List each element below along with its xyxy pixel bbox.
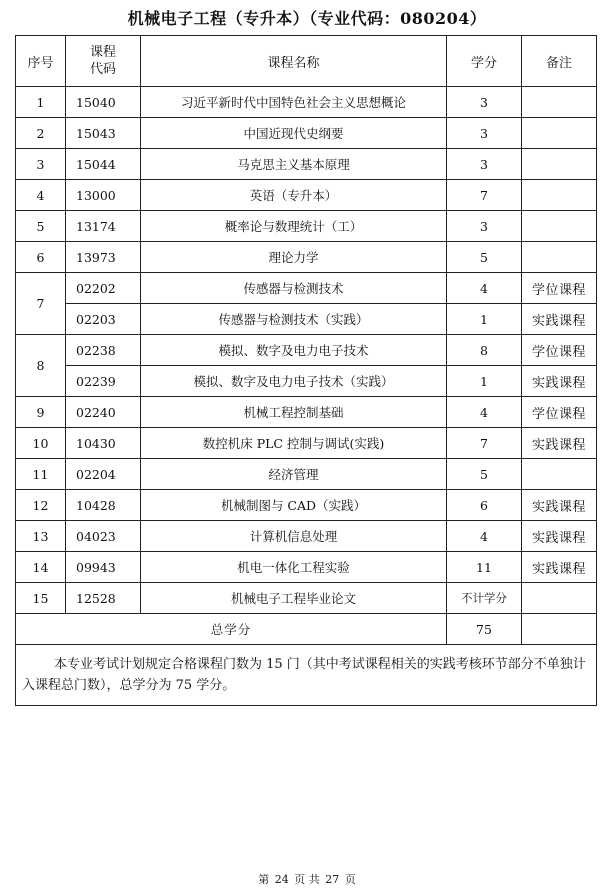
row-note (522, 149, 597, 180)
row-course-name: 英语（专升本） (141, 180, 447, 211)
footnote-row (16, 645, 597, 706)
row-seq: 2 (16, 118, 66, 149)
table-row (16, 273, 597, 304)
row-credit: 1 (447, 366, 522, 397)
row-seq: 13 (16, 521, 66, 552)
total-row (16, 614, 597, 645)
row-seq: 8 (16, 335, 66, 397)
table-row (16, 335, 597, 366)
row-code: 13000 (66, 180, 141, 211)
table-row (16, 397, 597, 428)
row-course-name: 机电一体化工程实验 (141, 552, 447, 583)
row-seq: 11 (16, 459, 66, 490)
row-course-name: 模拟、数字及电力电子技术 (141, 335, 447, 366)
row-course-name: 数控机床 PLC 控制与调试(实践) (141, 428, 447, 459)
footer-total-pages: 27 (325, 873, 340, 886)
table-row (16, 180, 597, 211)
row-course-name: 中国近现代史纲要 (141, 118, 447, 149)
row-seq: 15 (16, 583, 66, 614)
row-seq: 14 (16, 552, 66, 583)
row-course-name: 传感器与检测技术（实践） (141, 304, 447, 335)
row-credit: 3 (447, 118, 522, 149)
row-code: 10430 (66, 428, 141, 459)
row-seq: 4 (16, 180, 66, 211)
row-code: 02239 (66, 366, 141, 397)
header-seq: 序号 (16, 36, 66, 87)
row-code: 02204 (66, 459, 141, 490)
row-code: 02238 (66, 335, 141, 366)
row-note: 实践课程 (522, 490, 597, 521)
row-code: 02203 (66, 304, 141, 335)
row-credit: 11 (447, 552, 522, 583)
row-course-name: 马克思主义基本原理 (141, 149, 447, 180)
row-course-name: 机械制图与 CAD（实践） (141, 490, 447, 521)
row-credit: 4 (447, 273, 522, 304)
row-credit: 5 (447, 459, 522, 490)
row-credit: 3 (447, 149, 522, 180)
header-code-line2: 代码 (89, 62, 116, 77)
footer-page-number: 24 (274, 873, 289, 886)
row-course-name: 习近平新时代中国特色社会主义思想概论 (141, 87, 447, 118)
header-credit: 学分 (447, 36, 522, 87)
table-row (16, 428, 597, 459)
row-course-name: 计算机信息处理 (141, 521, 447, 552)
row-seq: 5 (16, 211, 66, 242)
row-note: 实践课程 (522, 521, 597, 552)
table-row (16, 242, 597, 273)
table-row (16, 211, 597, 242)
row-seq: 1 (16, 87, 66, 118)
table-row (16, 366, 597, 397)
row-seq: 7 (16, 273, 66, 335)
footer-suffix: 页 (344, 873, 356, 886)
row-code: 12528 (66, 583, 141, 614)
row-course-name: 机械工程控制基础 (141, 397, 447, 428)
row-course-name: 经济管理 (141, 459, 447, 490)
page-footer (0, 871, 614, 887)
total-note-empty (522, 614, 597, 645)
row-note (522, 242, 597, 273)
row-note: 学位课程 (522, 397, 597, 428)
table-row (16, 118, 597, 149)
row-note (522, 211, 597, 242)
row-note (522, 180, 597, 211)
table-row (16, 521, 597, 552)
row-code: 02240 (66, 397, 141, 428)
row-seq: 12 (16, 490, 66, 521)
row-course-name: 机械电子工程毕业论文 (141, 583, 447, 614)
row-note: 学位课程 (522, 335, 597, 366)
row-course-name: 概率论与数理统计（工） (141, 211, 447, 242)
row-credit: 8 (447, 335, 522, 366)
row-seq: 9 (16, 397, 66, 428)
row-course-name: 模拟、数字及电力电子技术（实践） (141, 366, 447, 397)
table-row (16, 149, 597, 180)
row-seq: 3 (16, 149, 66, 180)
table-row (16, 583, 597, 614)
total-credits-value: 75 (447, 614, 522, 645)
row-code: 13973 (66, 242, 141, 273)
footer-middle: 页 共 (294, 873, 320, 886)
header-code (66, 36, 141, 87)
header-code-line1: 课程 (89, 45, 116, 60)
row-course-name: 理论力学 (141, 242, 447, 273)
row-note: 实践课程 (522, 366, 597, 397)
row-credit: 不计学分 (447, 583, 522, 614)
footnote-cell (16, 645, 597, 706)
row-credit: 6 (447, 490, 522, 521)
course-plan-table (15, 35, 597, 706)
row-note (522, 118, 597, 149)
row-credit: 3 (447, 211, 522, 242)
row-note (522, 459, 597, 490)
row-code: 04023 (66, 521, 141, 552)
table-header-row (16, 36, 597, 87)
row-note (522, 583, 597, 614)
row-note: 实践课程 (522, 552, 597, 583)
row-credit: 5 (447, 242, 522, 273)
row-seq: 6 (16, 242, 66, 273)
page-title: 机械电子工程（专升本）（专业代码：080204） (127, 9, 487, 28)
row-note: 实践课程 (522, 428, 597, 459)
row-code: 15043 (66, 118, 141, 149)
table-row (16, 552, 597, 583)
row-code: 15040 (66, 87, 141, 118)
row-credit: 4 (447, 397, 522, 428)
header-name: 课程名称 (141, 36, 447, 87)
row-credit: 1 (447, 304, 522, 335)
row-code: 02202 (66, 273, 141, 304)
row-note: 实践课程 (522, 304, 597, 335)
table-row (16, 459, 597, 490)
footer-prefix: 第 (258, 873, 270, 886)
footnote-text: 本专业考试计划规定合格课程门数为 15 门（其中考试课程相关的实践考核环节部分不单独计入课程总门数），总学分为 75 学分。 (22, 657, 586, 693)
row-course-name: 传感器与检测技术 (141, 273, 447, 304)
total-credits-label: 总学分 (16, 614, 447, 645)
table-row (16, 304, 597, 335)
table-row (16, 490, 597, 521)
row-code: 15044 (66, 149, 141, 180)
row-credit: 7 (447, 180, 522, 211)
row-credit: 3 (447, 87, 522, 118)
row-seq: 10 (16, 428, 66, 459)
row-code: 10428 (66, 490, 141, 521)
row-code: 13174 (66, 211, 141, 242)
row-code: 09943 (66, 552, 141, 583)
header-note: 备注 (522, 36, 597, 87)
table-row (16, 87, 597, 118)
row-credit: 7 (447, 428, 522, 459)
row-credit: 4 (447, 521, 522, 552)
row-note (522, 87, 597, 118)
row-note: 学位课程 (522, 273, 597, 304)
